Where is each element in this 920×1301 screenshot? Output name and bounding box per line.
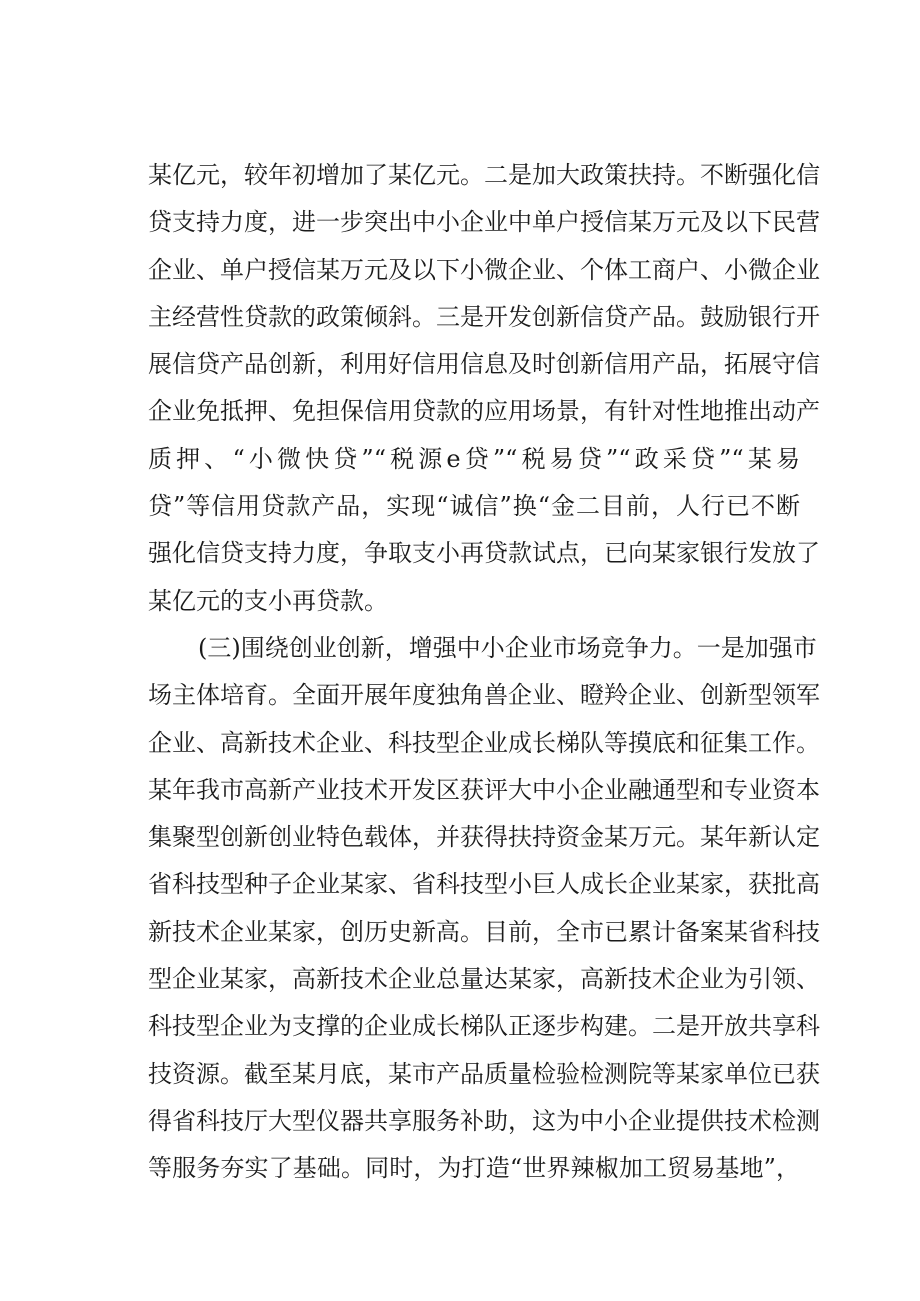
text-line: 企业、单户授信某万元及以下小微企业、个体工商户、小微企业 bbox=[148, 255, 820, 284]
text-line: 型企业某家，高新技术企业总量达某家，高新技术企业为引领、 bbox=[148, 965, 820, 994]
text-line: 贷”等信用贷款产品，实现“诚信”换“金二目前，人行已不断 bbox=[148, 492, 800, 521]
text-line: 科技型企业为支撑的企业成长梯队正逐步构建。二是开放共享科 bbox=[148, 1012, 820, 1041]
text-line: 强化信贷支持力度，争取支小再贷款试点，已向某家银行发放了 bbox=[148, 539, 820, 568]
text-line: 展信贷产品创新，利用好信用信息及时创新信用产品，拓展守信 bbox=[148, 350, 820, 379]
text-line: 新技术企业某家，创历史新高。目前，全市已累计备案某省科技 bbox=[148, 917, 820, 946]
text-line: 得省科技厅大型仪器共享服务补助，这为中小企业提供技术检测 bbox=[148, 1106, 820, 1135]
text-line: 技资源。截至某月底，某市产品质量检验检测院等某家单位已获 bbox=[148, 1059, 820, 1088]
text-line: 某亿元，较年初增加了某亿元。二是加大政策扶持。不断强化信 bbox=[148, 161, 820, 189]
text-line: 省科技型种子企业某家、省科技型小巨人成长企业某家，获批高 bbox=[148, 870, 820, 899]
text-line: 某年我市高新产业技术开发区获评大中小企业融通型和专业资本 bbox=[148, 775, 820, 804]
text-line: 主经营性贷款的政策倾斜。三是开发创新信贷产品。鼓励银行开 bbox=[148, 302, 820, 331]
text-line: 企业、高新技术企业、科技型企业成长梯队等摸底和征集工作。 bbox=[148, 728, 820, 757]
text-line: 某亿元的支小再贷款。 bbox=[148, 586, 388, 615]
text-line: 企业免抵押、免担保信用贷款的应用场景，有针对性地推出动产 bbox=[148, 397, 820, 426]
text-line: 集聚型创新创业特色载体，并获得扶持资金某万元。某年新认定 bbox=[148, 823, 820, 852]
text-line: 质押、“小微快贷”“税源e贷”“税易贷”“政采贷”“某易 bbox=[148, 444, 800, 473]
text-line: 等服务夯实了基础。同时，为打造“世界辣椒加工贸易基地”， bbox=[148, 1154, 800, 1183]
text-line: 贷支持力度，进一步突出中小企业中单户授信某万元及以下民营 bbox=[148, 208, 820, 237]
body-text bbox=[148, 152, 820, 1193]
text-line: 场主体培育。全面开展年度独角兽企业、瞪羚企业、创新型领军 bbox=[148, 681, 820, 710]
section-heading-line: (三)围绕创业创新，增强中小企业市场竞争力。一是加强市 bbox=[198, 633, 817, 662]
